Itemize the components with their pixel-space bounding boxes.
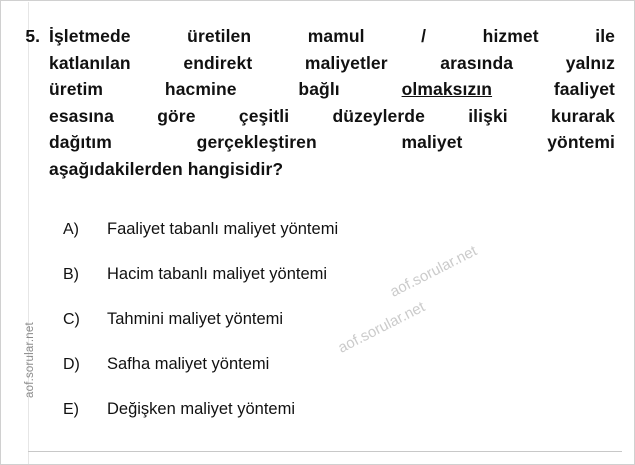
question-line-6: aşağıdakilerden hangisidir? <box>49 158 284 179</box>
question-block <box>15 23 615 182</box>
option-b-letter: B) <box>63 266 79 283</box>
option-e-text: Değişken maliyet yöntemi <box>107 400 295 418</box>
question-line-2: katlanılan endirekt maliyetler arasında yalnız <box>49 52 615 73</box>
diagonal-watermark-2: aof.sorular.net <box>335 298 428 357</box>
option-c-letter: C) <box>63 311 80 328</box>
option-d[interactable] <box>63 354 603 399</box>
question-line-5: dağıtım gerçekleştiren maliyet yöntemi <box>49 132 615 152</box>
question-line-3a: üretim hacmine bağlı <box>49 79 402 99</box>
question-number: 5. <box>25 26 40 46</box>
option-e-letter: E) <box>63 401 79 418</box>
option-a-text: Faaliyet tabanlı maliyet yöntemi <box>107 220 339 238</box>
answer-options <box>63 219 603 444</box>
option-c-text: Tahmini maliyet yöntemi <box>107 310 284 328</box>
option-c[interactable] <box>63 309 603 354</box>
question-line-1: İşletmede üretilen mamul / hizmet ile <box>49 26 615 46</box>
option-e[interactable] <box>63 399 603 444</box>
option-b-text: Hacim tabanlı maliyet yöntemi <box>107 265 328 283</box>
option-a[interactable] <box>63 219 603 264</box>
option-d-letter: D) <box>63 356 80 373</box>
question-line-4: esasına göre çeşitli düzeylerde ilişki kurarak <box>49 105 615 126</box>
option-d-text: Safha maliyet yöntemi <box>107 355 270 373</box>
side-watermark-text: aof.sorular.net <box>24 322 36 398</box>
option-b[interactable] <box>63 264 603 309</box>
option-a-letter: A) <box>63 221 79 238</box>
question-line-3 <box>49 76 615 103</box>
question-line-3b: faaliyet <box>492 79 615 99</box>
question-underlined-word: olmaksızın <box>401 79 493 99</box>
diagonal-watermark-1: aof.sorular.net <box>387 242 480 301</box>
bottom-divider <box>28 451 622 452</box>
question-text <box>49 23 615 182</box>
